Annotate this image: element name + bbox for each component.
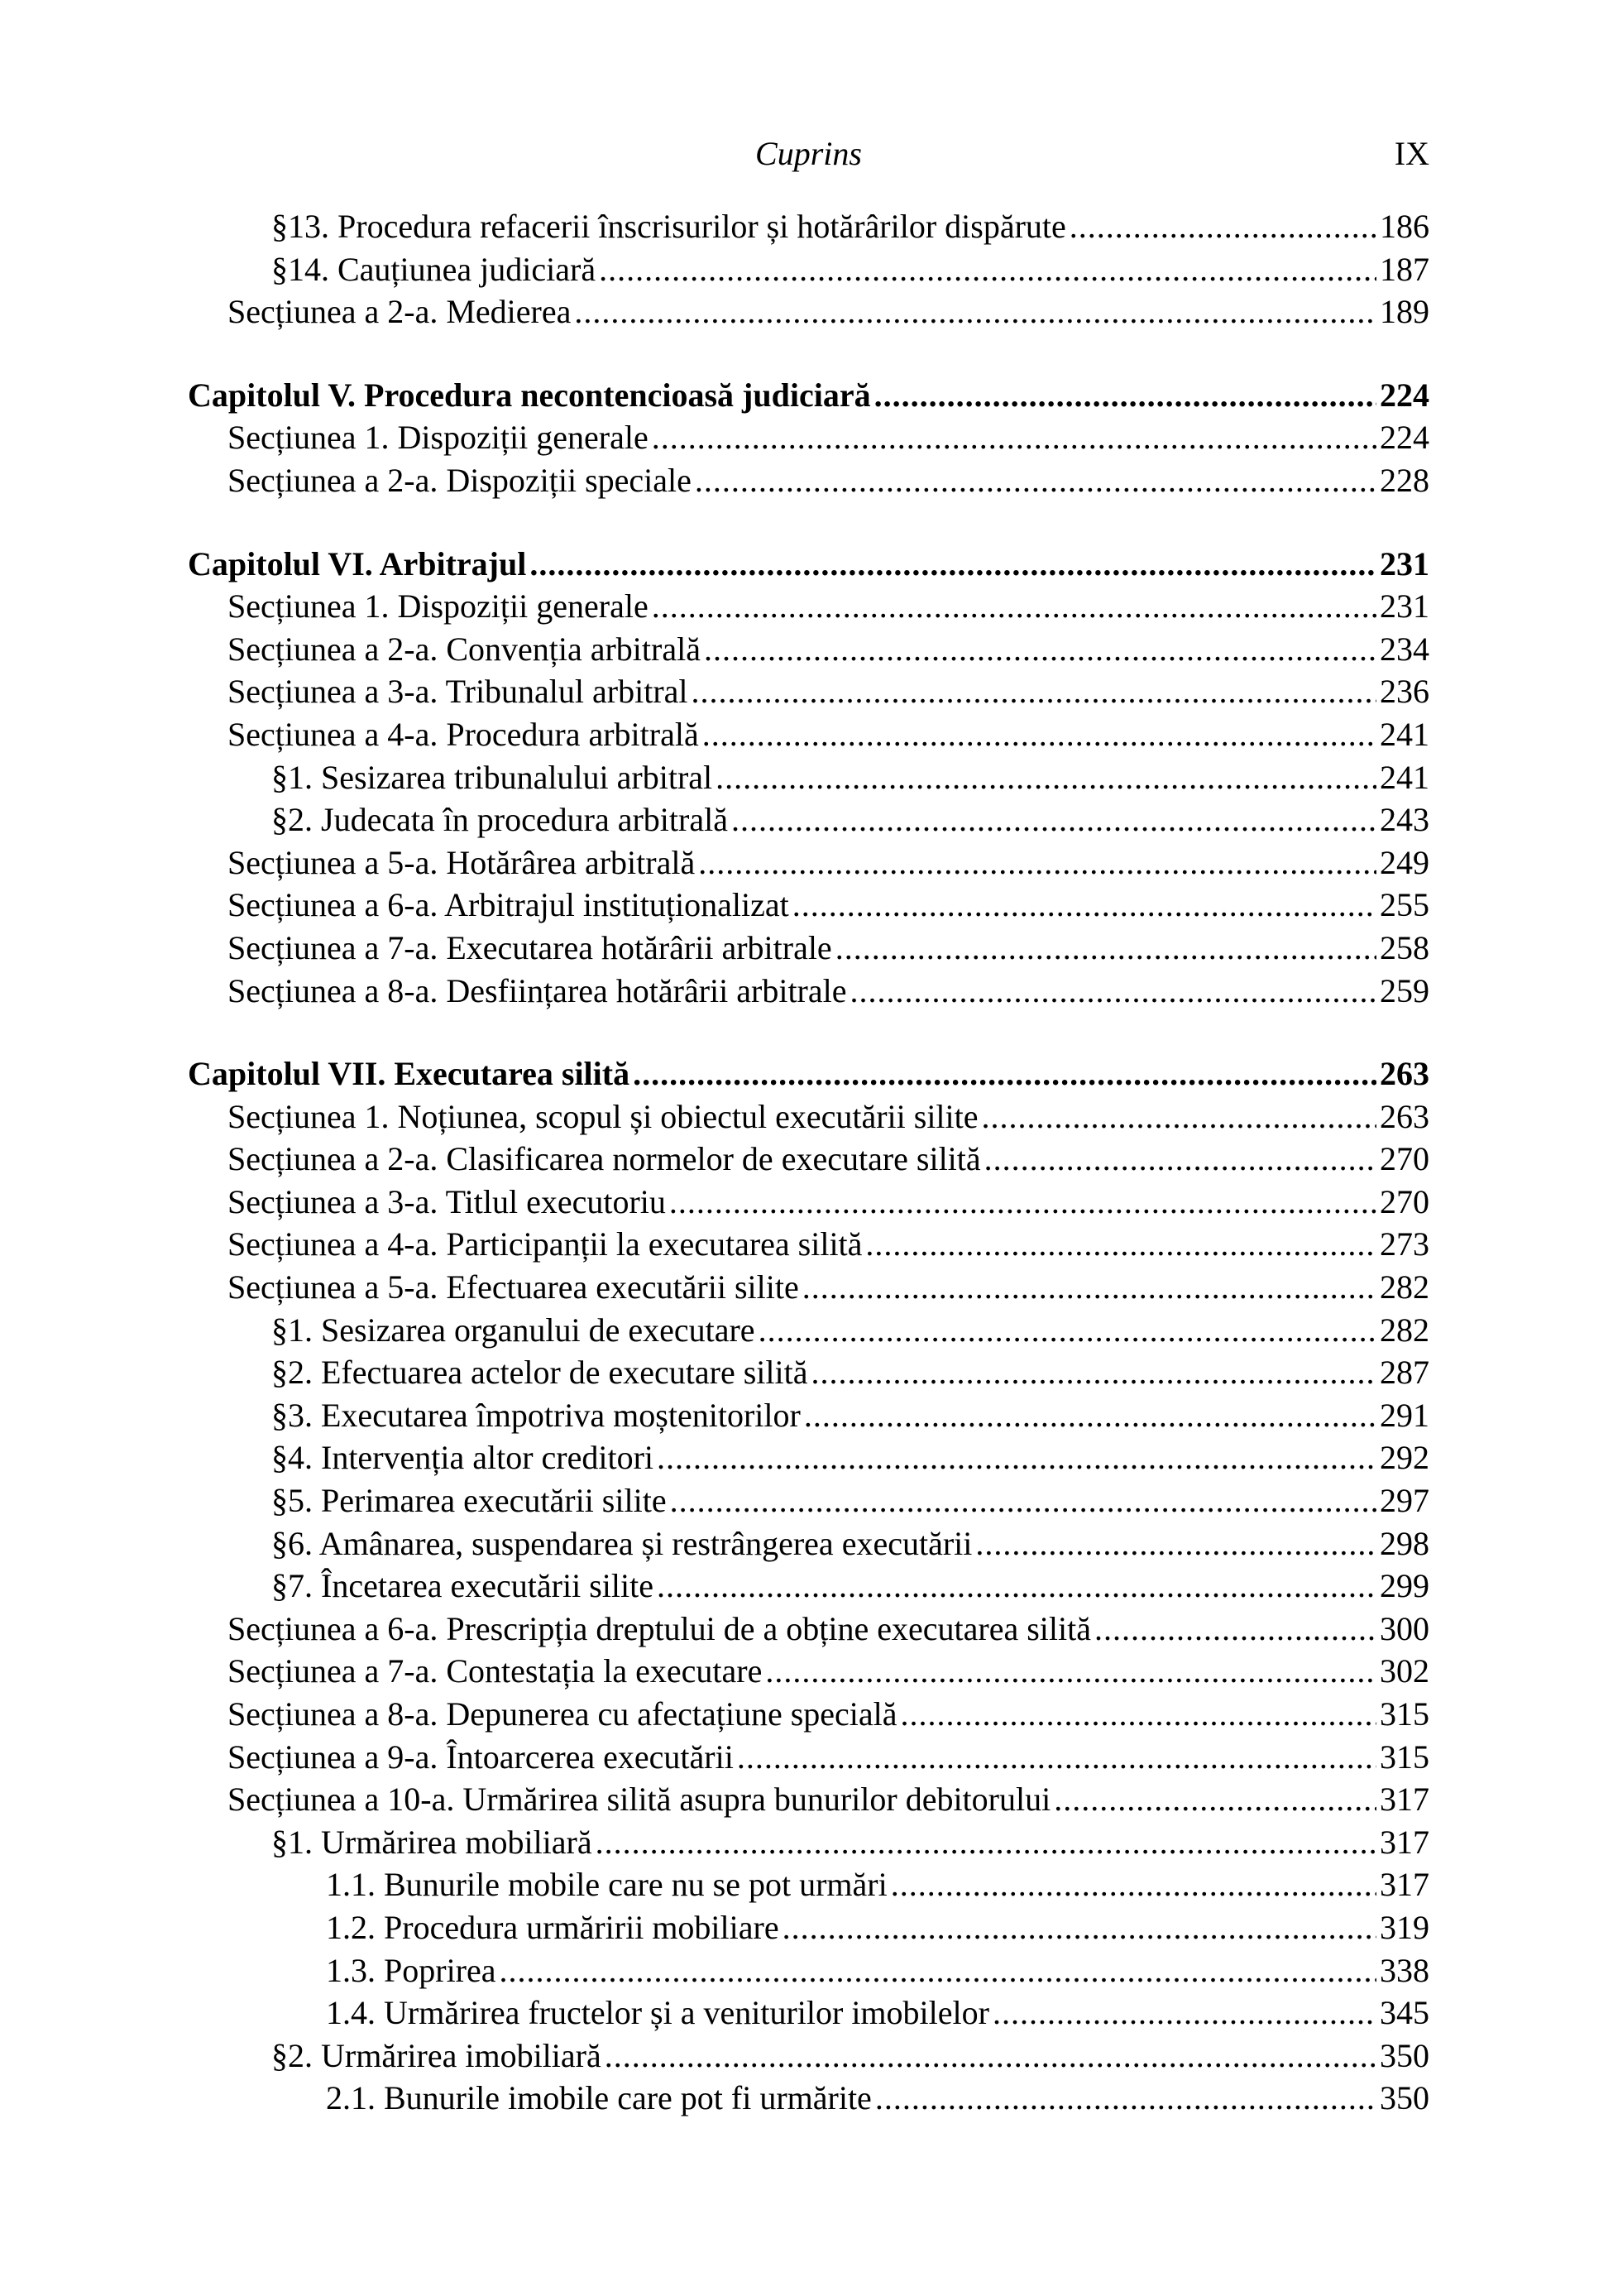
toc-entry-label: Secțiunea a 3-a. Titlul executoriu [227,1182,666,1220]
toc-entry-label: §1. Urmărirea mobiliară [271,1823,592,1861]
toc-entry [188,1479,1429,1522]
dot-leader [698,841,1376,884]
toc-entry-label: 1.1. Bunurile mobile care nu se pot urmări [326,1866,888,1904]
toc-entry-label: Secțiunea 1. Noțiunea, scopul și obiectul executării silite [227,1097,979,1135]
toc-entry-page: 241 [1380,758,1429,796]
toc-entry-page: 291 [1380,1396,1429,1434]
toc-entry-label: Secțiunea a 7-a. Contestația la executare [227,1652,763,1690]
toc-entry-page: 317 [1380,1823,1429,1861]
toc-entry-label: Secțiunea a 8-a. Depunerea cu afectațiune specială [227,1695,897,1733]
dot-leader [702,713,1376,756]
toc-entry-label: §7. Încetarea executării silite [271,1567,653,1605]
toc-entry-label: Secțiunea a 7-a. Executarea hotărârii arbitrale [227,928,832,966]
toc-entry-label: Secțiunea a 5-a. Efectuarea executării silite [227,1268,799,1306]
dot-leader [765,1650,1376,1693]
toc-entry-page: 263 [1380,1097,1429,1135]
toc-entry-label: §5. Perimarea executării silite [271,1482,667,1520]
toc-entry [188,205,1429,248]
toc-entry-label: Secțiunea a 9-a. Întoarcerea executării [227,1738,734,1776]
toc-entry-label: §6. Amânarea, suspendarea și restrângerea executării [271,1524,973,1562]
dot-leader [792,884,1376,927]
toc-entry [188,1778,1429,1821]
toc-entry-page: 300 [1380,1609,1429,1647]
dot-leader [695,459,1376,502]
toc-entry [188,884,1429,927]
toc-entry [188,459,1429,502]
toc-entry-page: 270 [1380,1182,1429,1220]
toc-entry-page: 231 [1380,587,1429,626]
dot-leader [975,1522,1376,1565]
toc-entry-page: 319 [1380,1908,1429,1946]
toc-entry [188,1992,1429,2035]
toc-entry [188,1736,1429,1779]
toc-entry-page: 292 [1380,1439,1429,1477]
toc-entry-page: 317 [1380,1781,1429,1819]
dot-leader [811,1351,1377,1394]
toc-entry [188,1266,1429,1309]
toc-entry-label: 1.2. Procedura urmăririi mobiliare [326,1908,779,1946]
dot-leader [669,1181,1376,1224]
toc-entry [188,416,1429,459]
toc-entry [188,1608,1429,1651]
dot-leader [783,1906,1376,1949]
dot-leader [670,1479,1376,1522]
table-of-contents [188,205,1429,2120]
toc-entry [188,1351,1429,1394]
dot-leader [596,1821,1376,1864]
toc-entry [188,1394,1429,1437]
toc-entry [188,2077,1429,2120]
toc-entry-label: 2.1. Bunurile imobile care pot fi urmărite [326,2079,872,2117]
toc-entry-label: §2. Judecata în procedura arbitrală [271,801,728,839]
toc-entry-label: §13. Procedura refacerii înscrisurilor și hotărârilor dispărute [271,208,1066,245]
toc-entry-page: 338 [1380,1951,1429,1989]
toc-entry-label: Secțiunea a 2-a. Clasificarea normelor de executare silită [227,1140,981,1178]
toc-entry [188,290,1429,333]
toc-entry-page: 282 [1380,1268,1429,1306]
toc-entry [188,585,1429,628]
toc-chapter-entry [188,374,1429,417]
toc-entry [188,927,1429,970]
toc-entry-label: Secțiunea a 5-a. Hotărârea arbitrală [227,843,696,881]
toc-entry [188,1565,1429,1608]
dot-leader [1054,1778,1376,1821]
toc-entry-label: Secțiunea a 2-a. Medierea [227,293,572,331]
toc-entry-label: §14. Cauțiunea judiciară [271,250,596,288]
dot-leader [599,248,1376,291]
toc-entry-label: Secțiunea 1. Dispoziții generale [227,419,649,457]
toc-entry-page: 234 [1380,630,1429,668]
toc-entry-label: Secțiunea a 3-a. Tribunalul arbitral [227,673,688,711]
toc-entry [188,970,1429,1013]
toc-entry-label: Secțiunea 1. Dispoziții generale [227,587,649,626]
header-page-number: IX [1394,135,1429,172]
dot-leader [716,756,1376,799]
toc-entry [188,1650,1429,1693]
toc-entry [188,1138,1429,1181]
toc-entry [188,670,1429,713]
toc-entry-page: 317 [1380,1866,1429,1904]
toc-entry [188,756,1429,799]
dot-leader [804,1394,1376,1437]
toc-entry-page: 258 [1380,928,1429,966]
toc-entry-page: 345 [1380,1994,1429,2032]
toc-entry-page: 299 [1380,1567,1429,1605]
dot-leader [574,290,1376,333]
toc-entry-page: 186 [1380,208,1429,245]
toc-entry [188,2035,1429,2078]
dot-leader [633,1052,1376,1095]
toc-entry-page: 287 [1380,1354,1429,1392]
toc-entry [188,798,1429,841]
toc-entry-page: 315 [1380,1738,1429,1776]
toc-entry [188,1821,1429,1864]
toc-entry-label: Secțiunea a 4-a. Procedura arbitrală [227,715,699,753]
toc-entry-page: 249 [1380,843,1429,881]
toc-entry-label: Secțiunea a 6-a. Arbitrajul instituționalizat [227,886,789,924]
dot-leader [529,543,1376,586]
toc-entry [188,1181,1429,1224]
dot-leader [652,585,1376,628]
dot-leader [891,1863,1376,1906]
dot-leader [737,1736,1376,1779]
dot-leader [865,1223,1376,1266]
toc-entry-page: 189 [1380,293,1429,331]
toc-spacer [188,502,1429,543]
toc-entry-page: 273 [1380,1225,1429,1263]
toc-entry [188,1949,1429,1992]
toc-entry-label: Capitolul V. Procedura necontencioasă judiciară [188,376,871,414]
dot-leader [652,416,1376,459]
toc-entry [188,1522,1429,1565]
toc-entry-label: Secțiunea a 2-a. Convenția arbitrală [227,630,701,668]
toc-entry [188,1095,1429,1138]
dot-leader [874,374,1376,417]
dot-leader [1094,1608,1376,1651]
toc-entry-label: Secțiunea a 2-a. Dispoziții speciale [227,461,692,499]
toc-entry-label: 1.4. Urmărirea fructelor și a veniturilor imobilelor [326,1994,989,2032]
toc-entry-page: 270 [1380,1140,1429,1178]
toc-entry-page: 243 [1380,801,1429,839]
dot-leader [993,1992,1376,2035]
toc-entry-page: 263 [1380,1055,1429,1093]
toc-entry [188,1906,1429,1949]
toc-entry-page: 302 [1380,1652,1429,1690]
toc-entry-label: Capitolul VI. Arbitrajul [188,544,527,582]
toc-entry [188,1436,1429,1479]
toc-entry-page: 350 [1380,2036,1429,2074]
toc-entry [188,1309,1429,1352]
dot-leader [982,1095,1376,1138]
toc-entry [188,1223,1429,1266]
toc-entry-page: 255 [1380,886,1429,924]
dot-leader [802,1266,1376,1309]
dot-leader [984,1138,1376,1181]
toc-entry [188,248,1429,291]
dot-leader [1070,205,1376,248]
toc-entry-page: 350 [1380,2079,1429,2117]
dot-leader [605,2035,1376,2078]
dot-leader [835,927,1376,970]
dot-leader [692,670,1376,713]
toc-entry [188,713,1429,756]
toc-entry-page: 187 [1380,250,1429,288]
dot-leader [657,1436,1376,1479]
toc-entry-label: §3. Executarea împotriva moștenitorilor [271,1396,801,1434]
toc-entry-page: 297 [1380,1482,1429,1520]
toc-entry-label: §2. Efectuarea actelor de executare silită [271,1354,808,1392]
toc-entry-label: §1. Sesizarea organului de executare [271,1311,755,1349]
dot-leader [657,1565,1376,1608]
toc-entry-page: 315 [1380,1695,1429,1733]
toc-entry [188,841,1429,884]
toc-spacer [188,333,1429,374]
toc-entry-label: Secțiunea a 6-a. Prescripția dreptului de a obține executarea silită [227,1609,1092,1647]
toc-entry-label: §4. Intervenția altor creditori [271,1439,654,1477]
dot-leader [901,1693,1376,1736]
toc-entry-page: 231 [1380,544,1429,582]
dot-leader [875,2077,1376,2120]
dot-leader [704,628,1376,671]
toc-entry [188,628,1429,671]
toc-entry-label: 1.3. Poprirea [326,1951,496,1989]
toc-chapter-entry [188,1052,1429,1095]
dot-leader [759,1309,1376,1352]
dot-leader [850,970,1377,1013]
toc-entry-label: Capitolul VII. Executarea silită [188,1055,630,1093]
toc-entry-page: 224 [1380,376,1429,414]
dot-leader [500,1949,1376,1992]
toc-chapter-entry [188,543,1429,586]
toc-entry-page: 282 [1380,1311,1429,1349]
toc-entry-page: 228 [1380,461,1429,499]
toc-entry-label: Secțiunea a 10-a. Urmărirea silită asupra bunurilor debitorului [227,1781,1051,1819]
toc-entry-page: 259 [1380,971,1429,1009]
toc-entry-label: Secțiunea a 4-a. Participanții la executarea silită [227,1225,863,1263]
toc-spacer [188,1012,1429,1052]
toc-entry [188,1863,1429,1906]
toc-entry [188,1693,1429,1736]
toc-entry-label: §1. Sesizarea tribunalului arbitral [271,758,713,796]
toc-entry-label: §2. Urmărirea imobiliară [271,2036,601,2074]
header-title: Cuprins [755,135,862,172]
dot-leader [731,798,1376,841]
toc-entry-page: 298 [1380,1524,1429,1562]
running-header [188,134,1429,184]
toc-entry-page: 241 [1380,715,1429,753]
toc-entry-label: Secțiunea a 8-a. Desființarea hotărârii arbitrale [227,971,847,1009]
toc-entry-page: 224 [1380,419,1429,457]
toc-entry-page: 236 [1380,673,1429,711]
